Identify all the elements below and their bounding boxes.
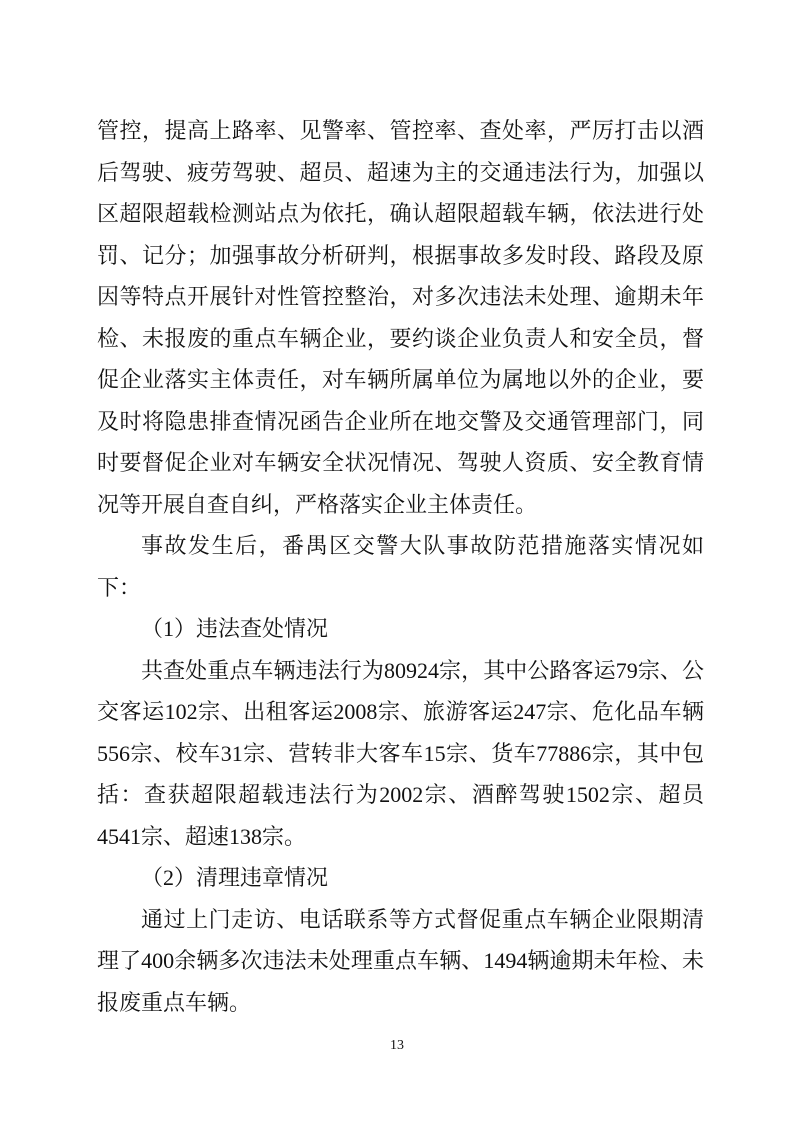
text-line: 因等特点开展针对性管控整治，对多次违法未处理、逾期未年	[97, 284, 704, 309]
text-line: 下：	[97, 574, 142, 600]
text-line: 理了400余辆多次违法未处理重点车辆、1494辆逾期未年检、未	[97, 948, 704, 973]
text-line: 后驾驶、疲劳驾驶、超员、超速为主的交通违法行为，加强以	[97, 159, 704, 185]
text-line: 区超限超载检测站点为依托，确认超限超载车辆，依法进行处	[97, 201, 704, 226]
text-line: 交客运102宗、出租客运2008宗、旅游客运247宗、危化品车辆	[97, 699, 704, 724]
text-line: 4541宗、超速138宗。	[97, 823, 307, 849]
text-line: 时要督促企业对车辆安全状况情况、驾驶人资质、安全教育情	[97, 450, 704, 475]
text-line: 事故发生后，番禺区交警大队事故防范措施落实情况如	[141, 533, 704, 558]
text-line: 管控，提高上路率、见警率、管控率、查处率，严厉打击以酒	[97, 118, 704, 143]
text-body	[97, 110, 704, 1023]
text-line: 罚、记分；加强事故分析研判，根据事故多发时段、路段及原	[97, 242, 704, 268]
text-line: 促企业落实主体责任，对车辆所属单位为属地以外的企业，要	[97, 367, 704, 392]
text-line: 通过上门走访、电话联系等方式督促重点车辆企业限期清	[141, 906, 704, 932]
text-line: 556宗、校车31宗、营转非大客车15宗、货车77886宗，其中包	[97, 740, 704, 766]
page-number: 13	[390, 1038, 404, 1053]
section-heading: （1）违法查处情况	[141, 616, 329, 641]
text-line: 检、未报废的重点车辆企业，要约谈企业负责人和安全员，督	[97, 325, 704, 351]
text-line: 括：查获超限超载违法行为2002宗、酒醉驾驶1502宗、超员	[97, 782, 704, 807]
section-heading: （2）清理违章情况	[141, 865, 329, 890]
text-line: 共查处重点车辆违法行为80924宗，其中公路客运79宗、公	[141, 657, 704, 683]
text-line: 及时将隐患排查情况函告企业所在地交警及交通管理部门，同	[97, 408, 704, 434]
text-line: 报废重点车辆。	[97, 989, 252, 1015]
text-line: 况等开展自查自纠，严格落实企业主体责任。	[97, 491, 538, 517]
